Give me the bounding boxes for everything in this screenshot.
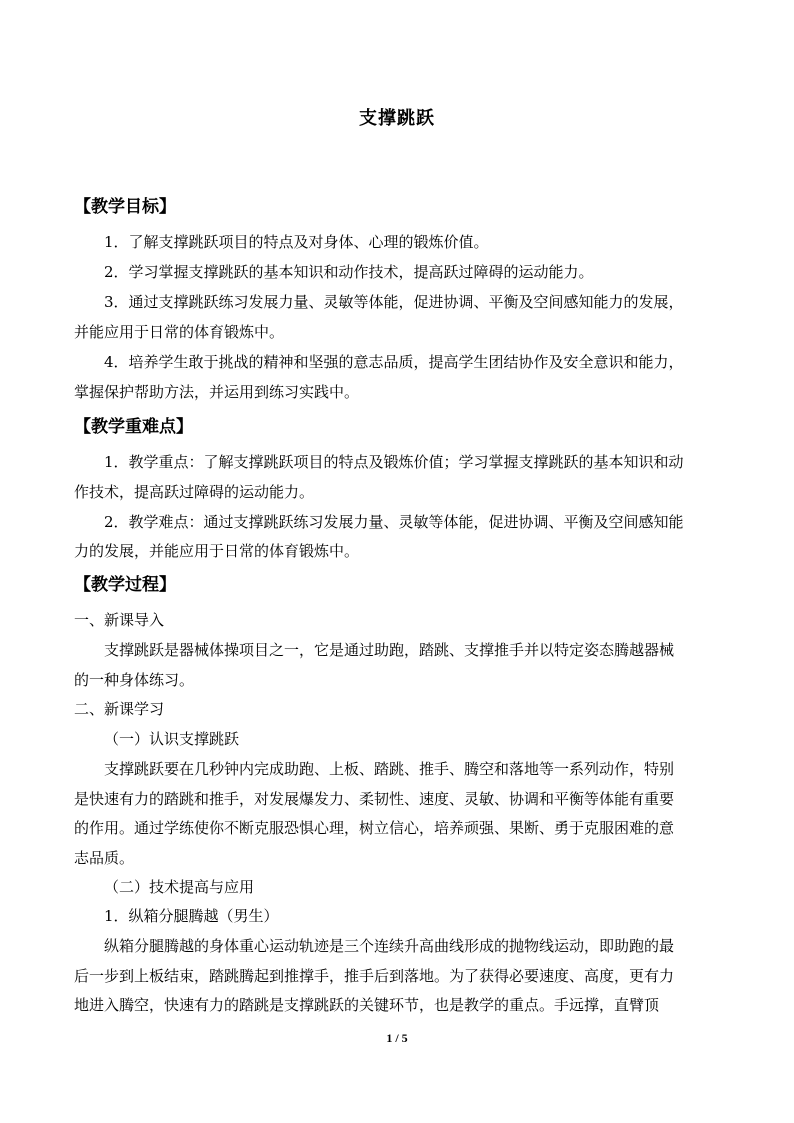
key-points-line: 2．教学难点：通过支撑跳跃练习发展力量、灵敏等体能，促进协调、平衡及空间感知能 <box>104 513 684 531</box>
document-title: 支撑跳跃 <box>359 108 435 129</box>
process-line: （一）认识支撑跳跃 <box>104 730 240 748</box>
key-points-line: 作技术，提高跃过障碍的运动能力。 <box>74 483 315 501</box>
section-heading-key-points: 【教学重难点】 <box>74 417 193 437</box>
process-line: 地进入腾空，快速有力的踏跳是支撑跳跃的关键环节，也是教学的重点。手远撑，直臂顶 <box>74 996 660 1014</box>
process-line: 志品质。 <box>74 849 135 867</box>
process-line: 纵箱分腿腾越的身体重心运动轨迹是三个连续升高曲线形成的抛物线运动，即助跑的最 <box>104 937 675 955</box>
process-line: （二）技术提高与应用 <box>104 878 255 896</box>
objectives-line: 2．学习掌握支撑跳跃的基本知识和动作技术，提高跃过障碍的运动能力。 <box>104 263 594 281</box>
process-line: 支撑跳跃是器械体操项目之一，它是通过助跑，踏跳、支撑推手并以特定姿态腾越器械 <box>104 641 675 659</box>
process-line: 后一步到上板结束，踏跳腾起到推撑手，推手后到落地。为了获得必要速度、高度，更有力 <box>74 967 675 985</box>
process-line: 是快速有力的踏跳和推手，对发展爆发力、柔韧性、速度、灵敏、协调和平衡等体能有重要 <box>74 790 675 808</box>
objectives-line: 3．通过支撑跳跃练习发展力量、灵敏等体能，促进协调、平衡及空间感知能力的发展， <box>104 293 684 311</box>
key-points-line: 力的发展，并能应用于日常的体育锻炼中。 <box>74 542 360 560</box>
process-line: 1．纵箱分腿腾越（男生） <box>104 907 279 925</box>
page-number: 1 / 5 <box>386 1031 408 1045</box>
objectives-line: 1．了解支撑跳跃项目的特点及对身体、心理的锻炼价值。 <box>104 233 489 251</box>
process-line: 的作用。通过学练使你不断克服恐惧心理，树立信心，培养顽强、果断、勇于克服困难的意 <box>74 819 675 837</box>
objectives-line: 掌握保护帮助方法，并运用到练习实践中。 <box>74 383 360 401</box>
process-line: 的一种身体练习。 <box>74 671 195 689</box>
objectives-line: 4．培养学生敢于挑战的精神和坚强的意志品质，提高学生团结协作及安全意识和能力， <box>104 353 684 371</box>
key-points-line: 1．教学重点：了解支撑跳跃项目的特点及锻炼价值；学习掌握支撑跳跃的基本知识和动 <box>104 453 684 471</box>
process-line: 支撑跳跃要在几秒钟内完成助跑、上板、踏跳、推手、腾空和落地等一系列动作，特别 <box>104 760 675 778</box>
section-heading-objectives: 【教学目标】 <box>74 197 176 217</box>
section-heading-process: 【教学过程】 <box>74 575 176 595</box>
process-line: 一、新课导入 <box>74 611 165 629</box>
objectives-line: 并能应用于日常的体育锻炼中。 <box>74 323 285 341</box>
process-line: 二、新课学习 <box>74 700 165 718</box>
